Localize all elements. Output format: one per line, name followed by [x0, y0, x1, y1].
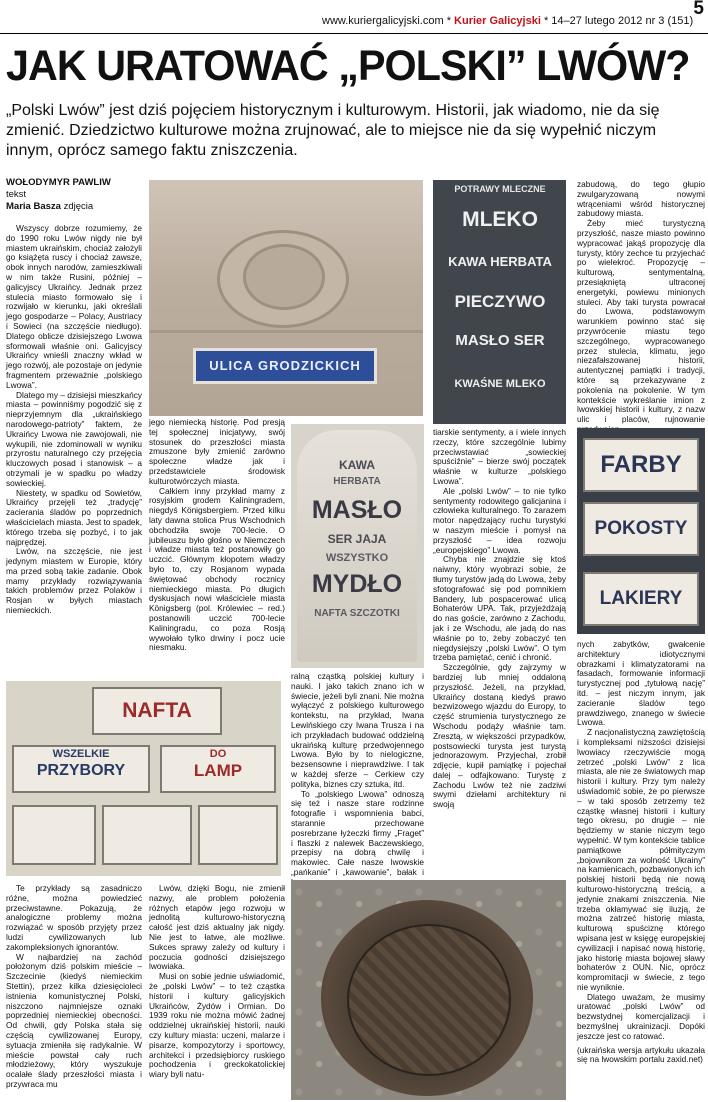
tile-sign-group [160, 745, 276, 793]
tile-sign: DO [209, 748, 227, 760]
shop-sign-line: POTRAWY MLECZNE [454, 184, 546, 194]
paragraph: jego niemiecką historię. Pod presją tej społecznej inicjatywy, swój stosunek do przeszłości miasta zmuszone były zmienić zarówno społeczne władze jak i przedstawiciele środowisk kulturotwórczych miasta. [149, 417, 285, 486]
faded-text: NAFTA SZCZOTKI [314, 608, 400, 619]
photo-painted-wall [291, 424, 424, 668]
column-5-upper [577, 180, 705, 423]
photo-tiles-left [6, 681, 281, 876]
column-1-upper [6, 224, 142, 672]
header-separator: * [446, 15, 451, 27]
paragraph: Żeby mieć turystyczną przyszłość, nasze miasto powinno wypracować jakąś propozycję dla turysty, który zechce tu przyjechać po wielekroć. Propozycję – kulturową, sentymentalną, przesiąkniętą ultraconej energetyki, powiewu minionych stuleci. Aby taki turysta powracał do Lwowa, podstawowym warunkiem powinno stać się przywrócenie miastu tego szczególnego, wypracowanego przez stulecia, klimatu, jego niezafałszowanej historii, autentycznej pamiątki i tradycji, które są przekazywane z pokolenia na pokolenie. W tym kontekście wykreślanie imion z lwowskiej historii i kultury, z nazw ulic i placów, rujnowanie [577, 218, 705, 425]
tile-sign: WSZELKIE [52, 748, 110, 760]
photo-facade-street-sign [149, 180, 423, 416]
paragraph: Szczególnie, gdy zajrzymy w bardziej lub mniej oddaloną przyszłość. Jeżeli, na przykład, Ukraińcy dostaną kiedyś prawo bezwizowego wjazdu do Europy, to część strumienia turystycznego ze Wschodu podąży właśnie tam. Zresztą, w większości przypadków, postsowiecki turysta jest turystą jednorazowym. Przyjechał, zrobił zdjęcie, kupił pamiątkę i pojechał dalej – odfajkowano. Turystę z Zachodu Lwów też nie zadziwi swymi dziełami architektury ni swoją [433, 662, 566, 810]
paragraph: Te przykłady są zasadniczo różne, można powiedzieć przeciwstawne. Pokazują, że analogiczne problemy można rozwiązać w sposób przyjęty przez ludzi cywilizowanych lub zakompleksionych ignorantów. [6, 883, 142, 952]
column-5-lower [577, 640, 705, 1100]
author-role: tekst [6, 189, 27, 200]
paragraph: Lwów, na szczęście, nie jest jedynym miastem w Europie, który ma przed sobą takie zadanie. Obok mamy przykłady rozwiązywania takich problemów przez Polaków i Rosjan w byłych miastach niemieckich. [6, 546, 142, 616]
paragraph: Niestety, w spadku od Sowietów, Ukraińcy przejęli też „tradycję” zacierania śladów po poprzednich właścicielach miasta. Jest to spadek, którego trzeba się pozbyć, i to jak najprędzej. [6, 487, 142, 547]
faded-text: MASŁO [311, 496, 403, 524]
column-4-middle [433, 428, 566, 878]
tile-decor [12, 805, 96, 865]
article-lead: „Polski Lwów” jest dziś pojęciem historycznym i kulturowym. Historii, jak wiadomo, nie da się zmienić. Dziedzictwo kulturowe można zrujnować, ale to miejsce nie da się wypełnić niczym innym, oprócz samego faktu zniszczenia. [6, 102, 660, 159]
paragraph: Dlatego uważam, że musimy uratować „polski Lwów” od bezwstydnej komercjalizacji i bezmyślnej ukrainizacji. Dopóki jeszcze jest co ratować. [577, 991, 705, 1041]
column-2-middle [149, 418, 285, 674]
paragraph: Ale „polski Lwów” – to nie tylko sentymenty rodowitego galicjanina i człowieka kulturalnego. To zarazem motor napędzający ruchu turystyki w naszym mieście i pomysł na przyszłość – idea rozwoju „europejskiego” Lwowa. [433, 485, 566, 555]
faded-text: SER JAJA [327, 532, 387, 546]
paragraph: Musi on sobie jednie uświadomić, że „polski Lwów” – to też cząstka historii i kultury galicyjskich Ukraińców, Żydów i Ormian. Do 1939 roku nie można mówić żadnej oddzielnej ukraińskiej historii, nauki czy kultury miasta: uczeni, malarze i pisarze, kompozytorzy i sportowcy, architekci i przedsiębiorcy ruskiego pochodzenia i greckokatolickiej wiary byli natu- [149, 971, 285, 1080]
paragraph: (ukraińska wersja artykułu ukazała się na lwowskim portalu zaxid.net) [577, 1044, 705, 1065]
paragraph: To „polskiego Lwowa” odnoszą się też i nasze stare rodzinne fotografie i wspomnienia babci, starannie przechowane posrebrzane łyżeczki firmy „Fraget” i flaszki z nalewek Baczewskiego, przepisy na dobrą chwilę i makowiec. Całe nasze lwowskie „pańkanie” i „kawowanie”, bałak i [291, 788, 424, 877]
photographer-name: Maria Basza [6, 201, 61, 212]
tile-decor [102, 805, 192, 865]
paragraph: ralną cząstką polskiej kultury i nauki. I jako takich znano ich w świecie, jeżeli byli znani. Nie można wyłączyć z polskiego kulturowego kontekstu, na przykład, Iwana Lewińskiego czy Iwana Trusza i na ich przykładach budować oddzielną ukraińską kulturę przedwojennego Lwowa. Było by to nielogiczne, bezsensowne i nieprawdziwe. I tak w każdej sferze – Cerkiew czy polityka, biznes czy sztuka, itd. [291, 671, 424, 789]
column-1-lower [6, 884, 142, 1100]
tile-sign: LAMP [193, 761, 243, 780]
tile-decor [198, 805, 278, 865]
article-title: JAK URATOWAĆ „POLSKI” LWÓW? [6, 42, 690, 90]
paragraph: Całkiem inny przykład mamy z rosyjskim grodem Kaliningradem, niegdyś Königsbergiem. Przed kilku laty dawna stolica Prus Wschodnich obchodziła swoje 700-lecie. O jubileuszu było głośno w Niemczech i władze miasta też postanowiły go uczcić. Głównym kłopotem władzy było to, czy Rosjanom wypada świętować obchody rocznicy niemieckiego miasta. Po długich dyskusjach nowi właściciele miasta Königsberg (pol. Królewiec – red.) postanowili uczcić 700-lecie Kaliningradu, co poza Rosją wywołało tylko drwiny i pocz ucie niesmaku. [149, 485, 285, 653]
site-url[interactable]: www.kuriergalicyjski.com [322, 15, 444, 27]
street-sign: ULICA GRODZICKICH [193, 348, 377, 384]
tile-sign: POKOSTY [583, 502, 699, 556]
tile-sign: FARBY [583, 438, 699, 492]
author-name: WOŁODYMYR PAWLIW [6, 177, 111, 188]
brand-name: Kurier Galicyjski [454, 15, 541, 27]
column-3-middle [291, 672, 424, 876]
shop-sign-line: KAWA HERBATA [448, 254, 552, 269]
shop-sign-line: PIECZYWO [454, 292, 546, 311]
paragraph: Dlatego my – dzisiejsi mieszkańcy miasta – powinniśmy pogodzić się z nieprzyjemnym dla „ukraińskiego narodowego-patrioty” faktem, że Ukraińcy Lwowa nie zawojowali, nie wykupili, nie zdominowali w wyniku przyrostu naturalnego czy przejęcia kluczowych posad i stanowisk – a otrzymali je w spadku po władzy sowieckiej. [6, 389, 142, 488]
header-rule [0, 33, 708, 34]
page-header [0, 0, 708, 34]
faded-text: WSZYSTKO [325, 552, 389, 564]
photographer-role: zdjęcia [63, 201, 94, 212]
paragraph: Wszyscy dobrze rozumiemy, że do 1990 roku Lwów nigdy nie był miastem ukraińskim, chociaż założyli go książęta ruscy i chociaż zawsze, obok innych narodów, zamieszkiwali w nim także Rusini, później – galicyjscy Ukraińcy. Jednak przez stulecia miasto formowało się i rozwijało w kierunku, jaki określali jego gospodarze – Polacy, Austriacy i Sowieci (na szczęście niedługo). Dlatego oblicze dzisiejszego Lwowa sformowali właśnie oni. Galicyjscy Ukraińcy wnieśli znaczny wkład w jego rozwój, ale pozostaje on jedynie fragmentem przeważnie „polskiego Lwowa”. [6, 223, 142, 390]
photo-shop-wall [433, 180, 566, 424]
column-2-lower [149, 884, 285, 1100]
paragraph: W najbardziej na zachód położonym dziś polskim mieście – Szczecinie (kiedyś niemieckim Stettin), przez kilka dziesięcioleci istnienia komunistycznej Polski, niszczono najmniejsze oznaki poprzedniej niemieckiej obecności. Od chwili, gdy Polska stała się częścią cywilizowanej Europy, sytuacja zmieniła się radykalnie. W mieście powstał cały ruch młodzieżowy, który wyszukuje ocalałe ślady przeszłości miasta i przywraca mu [6, 951, 142, 1089]
tile-sign: NAFTA [92, 687, 222, 735]
byline [6, 177, 111, 213]
page-number: 5 [693, 0, 704, 19]
manhole-grid [347, 924, 511, 1076]
photo-manhole-cover [291, 880, 566, 1100]
shop-sign-line: KWAŚNE MLEKO [454, 378, 546, 390]
paragraph: zabudową, do tego głupio zwulgaryzowaną nowymi wtrąceniami wśród historycznej zabudowy miasta. [577, 179, 705, 219]
shop-sign-line: MLEKO [462, 208, 538, 231]
paragraph: Chyba nie znajdzie się ktoś naiwny, który wyobrazi sobie, że tłumy turystów jadą do Lwowa, żeby sfotografować się pod pomnikiem Bandery, lub pospacerować ulicą Bohaterów UPA. Tak, przyjeżdżają do nas goście, zarówno z Zachodu, jak i ze Wschodu, ale jadą do nas właśnie po to, żeby zobaczyć ten niegdysiejszy „polski Lwów”. O tym trzeba pamiętać, cenić i chronić. [433, 554, 566, 663]
tile-sign: PRZYBORY [36, 762, 126, 779]
paragraph: tiarskie sentymenty, a i wiele innych rzeczy, które szczególnie lubimy przeciwstawiać „sowieckiej spuściźnie” – bierze swój początek właśnie w kulturze „polskiego Lwowa”. [433, 427, 566, 486]
faded-text: HERBATA [333, 476, 381, 487]
photo-tiles-right [577, 428, 705, 634]
cornice [149, 330, 423, 333]
tile-sign-group [12, 745, 150, 793]
paragraph: Z nacjonalistyczną zawziętością i kompleksami niższości dzisiejsi lwowiacy rzeczywiście mogą zetrzeć „polski Lwów” z lica miasta, ale nie ze światowych map historii i kultury. Przy tym należy uświadomić sobie, że po pierwsze – w taki sposób zetrzemy też cząstkę własnej historii i kultury tego okresu, po drugie – nie będziemy w stanie niczym tego wypełnić. W tym kontekście tablice pamiątkowe półmityczym „bojownikom za wolność Ukrainy” na kamienicach, pozbawionych ich polskiej historii będą nie nową kulturowo-historyczną treścią, a jedynie znakami zniszczenia. Nie trzeba okłamywać się iluzją, że można zatrzeć historię miasta, kulturową spuściznę którego wpisana jest w księgę europejskiej cywilizacji i napisać nową historię, jako historię miasta bojowej sławy bohaterów z OUN. Nic, oprócz kompromitacji w świecie, z tego nie wyniknie. [577, 727, 705, 992]
header-line [322, 15, 693, 27]
ornament-inner [243, 244, 325, 310]
tile-sign: LAKIERY [583, 572, 699, 626]
shop-sign-line: MASŁO SER [455, 332, 545, 349]
issue-info: * 14–27 lutego 2012 nr 3 (151) [543, 15, 694, 27]
faded-text: KAWA [339, 458, 375, 472]
paragraph: Lwów, dzięki Bogu, nie zmienił nazwy, ale problem położenia różnych etapów jego rozwoju w jednolitą kulturowo-historyczną całość jest dziś aktualny jak nigdy. Nie jest to łatwe, ale możliwe. Sukces sprawy zależy od kultury i poczucia godności dzisiejszego lwowiaka. [149, 883, 285, 972]
faded-text: MYDŁO [311, 570, 403, 598]
paragraph: nych zabytków, gwałcenie architektury idiotycznymi obrazkami i klimatyzatorami na fasadach, formowanie informacji turystycznej pod „tytułową nację” itd. – jest niczym innym, jak zacieranie śladów tego prawdziwego, znanego w świecie Lwowa. [577, 639, 705, 728]
